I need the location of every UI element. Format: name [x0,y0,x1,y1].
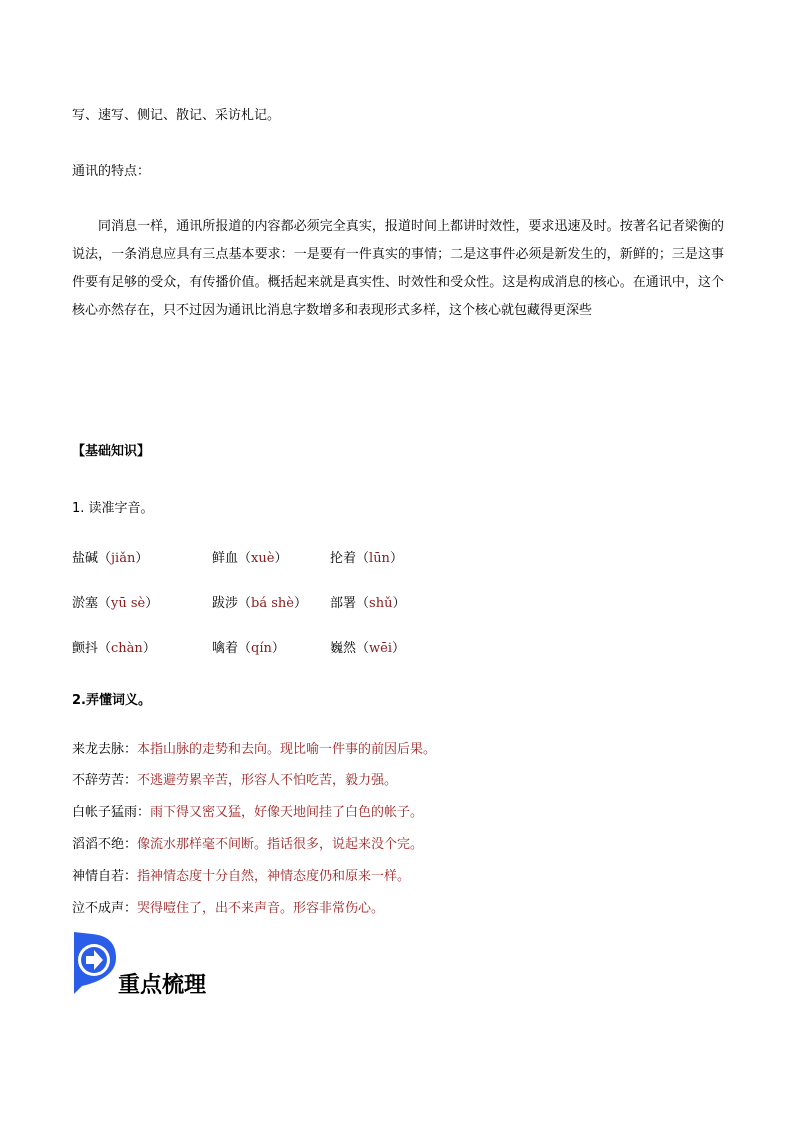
definition-item: 不辞劳苦：不逃避劳累辛苦，形容人不怕吃苦，毅力强。 [72,773,398,788]
pronunciation-item: 部署（shǔ） [330,596,406,611]
definition-item: 滔滔不绝：像流水那样毫不间断。指话很多，说起来没个完。 [72,837,424,852]
pronunciation-item: 盐碱（jiǎn） [72,551,149,566]
pronunciation-item: 颤抖（chàn） [72,641,156,656]
definition-item: 神情自若：指神情态度十分自然，神情态度仍和原来一样。 [72,869,411,884]
pronunciation-item: 淤塞（yū sè） [72,596,159,611]
text-line-writing-types: 写、速写、侧记、散记、采访札记。 [72,108,281,123]
definition-item: 白帐子猛雨：雨下得又密又猛，好像天地间挂了白色的帐子。 [72,805,424,820]
features-paragraph: 同消息一样，通讯所报道的内容都必须完全真实，报道时间上都讲时效性，要求迅速及时。按著名记者梁衡的说法，一条消息应具有三点基本要求：一是要有一件真实的事情；二是这事件必须是新发生的，新鲜的；三是这事件要有足够的受众，有传播价值。概括起来就是真实性、时效性和受众性。这是构成消息的核心。在通讯中，这个核心亦然存在，只不过因为通讯比消息字数增多和表现形式多样，这个核心就包藏得更深些 [72,219,724,318]
arrow-right-circle-icon [72,930,120,996]
item1-title: 1. 读准字音。 [72,501,154,516]
definition-item: 来龙去脉：本指山脉的走势和去向。现比喻一件事的前因后果。 [72,742,437,757]
pronunciation-item: 抡着（lūn） [330,551,403,566]
pronunciation-item: 巍然（wēi） [330,641,406,656]
definition-item: 泣不成声：哭得噎住了，出不来声音。形容非常伤心。 [72,901,385,916]
pronunciation-item: 噙着（qín） [212,641,285,656]
key-points-title: 重点梳理 [118,972,207,998]
pronunciation-item: 鲜血（xuè） [212,551,288,566]
section-basic-knowledge: 【基础知识】 [72,444,151,459]
pronunciation-item: 跋涉（bá shè） [212,596,307,611]
item2-title: 2.弄懂词义。 [72,693,151,708]
features-title: 通讯的特点： [72,164,151,179]
